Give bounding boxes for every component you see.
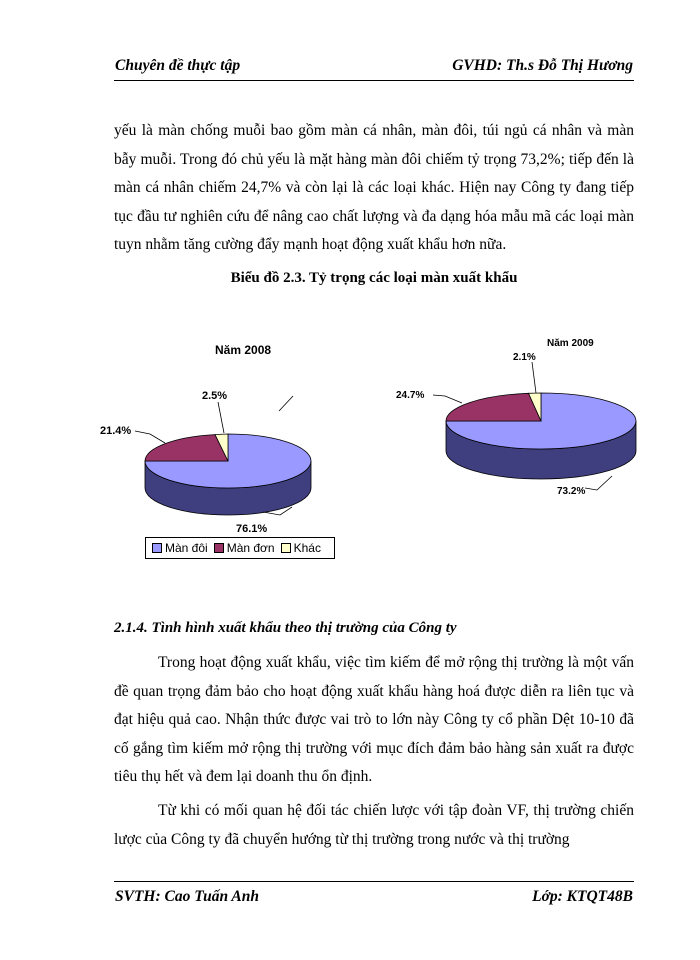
legend-label: Màn đơn [226, 541, 275, 555]
label-2009-man-don: 24.7% [396, 390, 425, 401]
footer-left: SVTH: Cao Tuấn Anh [115, 888, 259, 905]
label-2008-khac: 2.5% [202, 390, 228, 402]
legend-label: Màn đôi [165, 541, 208, 555]
chart-title-2009: Năm 2009 [547, 338, 594, 349]
chart-legend [145, 537, 335, 559]
header-right: GVHD: Th.s Đỗ Thị Hương [452, 57, 633, 74]
chart-caption: Biểu đồ 2.3. Tỷ trọng các loại màn xuất khẩu [230, 270, 518, 286]
leader-line-2009-man-doi [585, 476, 612, 490]
section-title: 2.1.4. Tình hình xuất khẩu theo thị trường của Công ty [114, 620, 457, 636]
pie-2009-slice-man-don [446, 393, 541, 421]
leader-line-2008-khac [218, 402, 224, 433]
label-2008-man-don: 21.4% [100, 425, 132, 437]
paragraph-vf: Từ khi có mối quan hệ đối tác chiến lược với tập đoàn VF, thị trường chiến lược của Công ty đã chuyển hướng từ thị trường trong nước và thị trường [114, 802, 634, 848]
legend-item-man-doi [152, 541, 208, 555]
legend-swatch [214, 543, 224, 553]
footer-right: Lớp: KTQT48B [532, 888, 633, 905]
label-2009-khac: 2.1% [513, 352, 536, 363]
legend-item-man-don [214, 541, 275, 555]
pie-chart-2008 [100, 343, 311, 535]
header-left: Chuyên đề thực tập [115, 57, 241, 74]
stray-line [279, 396, 293, 411]
leader-line-2009-man-don [433, 395, 462, 403]
legend-swatch [152, 543, 162, 553]
pie-chart-2009 [396, 338, 636, 497]
leader-line-2008-man-don [135, 431, 165, 443]
paragraph-market: Trong hoạt động xuất khẩu, việc tìm kiếm để mở rộng thị trường là một vấn đề quan trọng đảm bảo cho hoạt động xuất khẩu hàng hoá được diễn ra liên tục và đạt hiệu quả cao. Nhận thức được vai trò to lớn này Công ty cổ phần Dệt 10-10 đã cố gắng tìm kiếm mở rộng thị trường với mục đích đảm bảo hàng sản xuất ra được tiêu thụ hết và đem lại doanh thu ổn định. [114, 654, 634, 785]
paragraph-intro: yếu là màn chống muỗi bao gồm màn cá nhân, màn đôi, túi ngủ cá nhân và màn bẫy muỗi. Trong đó chủ yếu là mặt hàng màn đôi chiếm tỷ trọng 73,2%; tiếp đến là màn cá nhân chiếm 24,7% và còn lại là các loại khác. Hiện nay Công ty đang tiếp tục đầu tư nghiên cứu để nâng cao chất lượng và đa dạng hóa mẫu mã các loại màn tuyn nhằm tăng cường đẩy mạnh hoạt động xuất khẩu hơn nữa. [114, 122, 634, 253]
legend-label: Khác [293, 541, 321, 555]
leader-line-2009-khac [532, 362, 536, 393]
label-2008-man-doi: 76.1% [236, 523, 268, 535]
footer-rule [114, 881, 634, 882]
label-2009-man-doi: 73.2% [557, 486, 586, 497]
legend-swatch [281, 543, 291, 553]
legend-item-khac [281, 541, 321, 555]
chart-title-2008: Năm 2008 [215, 343, 272, 357]
